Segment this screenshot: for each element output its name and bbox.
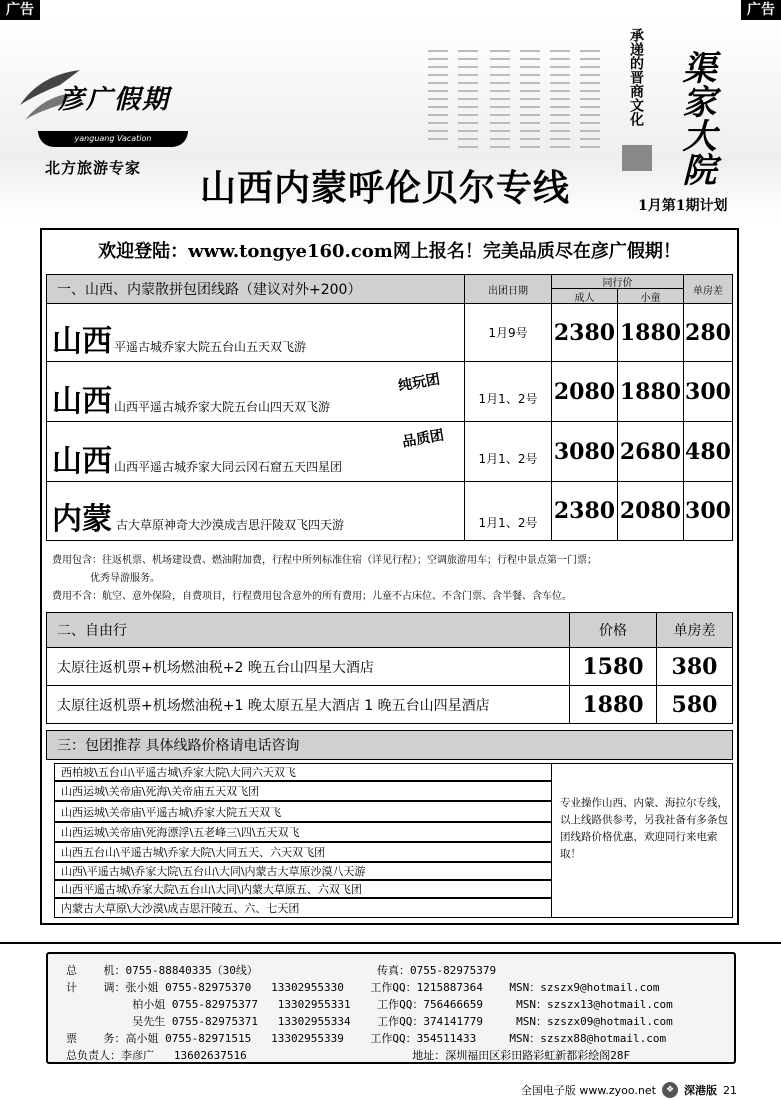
edition-logo-icon: ❖ bbox=[662, 1082, 678, 1098]
route-date: 1月1、2号 bbox=[464, 421, 552, 482]
col-single: 单房差 bbox=[683, 274, 733, 304]
route-adult-price: 2080 bbox=[551, 361, 618, 422]
col-peer-price: 同行价 bbox=[551, 274, 684, 289]
route-single-price: 280 bbox=[683, 303, 733, 362]
section2-title: 二、自由行 bbox=[46, 612, 570, 648]
route-tag: 纯玩团 bbox=[397, 371, 442, 395]
logo-slogan: 北方旅游专家 bbox=[45, 159, 142, 177]
free-single: 580 bbox=[656, 685, 733, 724]
decor-text-column bbox=[580, 50, 600, 150]
free-price: 1880 bbox=[569, 685, 657, 724]
package-route: 山西平遥古城\乔家大院\五台山\大同\内蒙大草原五、六双飞团 bbox=[54, 880, 552, 898]
culture-vertical-text: 承递的晋商文化 bbox=[628, 28, 644, 126]
edition-site[interactable]: 全国电子版 www.zyoo.net bbox=[520, 1084, 656, 1097]
logo-name: 彦广假期 bbox=[58, 85, 171, 115]
route-single-price: 480 bbox=[683, 421, 733, 482]
col-child: 小童 bbox=[617, 288, 684, 304]
route-date: 1月9号 bbox=[464, 303, 552, 362]
fee-include-cont: 优秀导游服务。 bbox=[90, 573, 160, 584]
route-region: 山西 bbox=[52, 444, 112, 479]
package-route: 山西运城\关帝庙\死海漂浮\五老峰三\四\五天双飞 bbox=[54, 822, 552, 842]
route-child-price: 1880 bbox=[617, 303, 684, 362]
route-region: 山西 bbox=[52, 324, 112, 359]
brand-vertical-text: 渠家大院 bbox=[676, 50, 716, 186]
route-region: 山西 bbox=[52, 384, 112, 419]
route-date: 1月1、2号 bbox=[464, 481, 552, 541]
logo-english: yanguang Vacation bbox=[38, 131, 188, 147]
decor-text-column bbox=[428, 50, 448, 140]
contact-line-switchboard: 总 机：0755-88840335（30线） 传真：0755-82975379 bbox=[66, 964, 497, 977]
route-desc: 山西平遥古城乔家大同云冈石窟五天四星团 bbox=[114, 460, 343, 474]
contact-line-planner: 柏小姐 0755-82975377 13302955331 工作QQ：756466659 MSN：szszx13@hotmail.com bbox=[66, 998, 673, 1011]
free-desc: 太原往返机票+机场燃油税+2 晚五台山四星大酒店 bbox=[46, 647, 570, 686]
package-route: 山西\平遥古城\乔家大院\五台山\大同\内蒙古大草原沙漠八天游 bbox=[54, 862, 552, 880]
free-single: 380 bbox=[656, 647, 733, 686]
package-note: 专业操作山西、内蒙、海拉尔专线，以上线路供参考，另我社备有多条包团线路价格优惠，欢迎同行来电索取！ bbox=[560, 797, 728, 860]
contact-block bbox=[46, 952, 736, 1064]
col-single-room: 单房差 bbox=[656, 612, 733, 648]
contact-line-planner: 吴先生 0755-82975371 13302955334 工作QQ：374141779 MSN：szszx09@hotmail.com bbox=[66, 1015, 673, 1028]
package-route: 西柏坡\五台山\平遥古城\乔家大院\大同六天双飞 bbox=[54, 763, 552, 781]
route-adult-price: 3080 bbox=[551, 421, 618, 482]
route-desc: 平遥古城乔家大院五台山五天双飞游 bbox=[114, 340, 307, 354]
route-child-price: 2080 bbox=[617, 481, 684, 541]
free-desc: 太原往返机票+机场燃油税+1 晚太原五星大酒店 1 晚五台山四星酒店 bbox=[46, 685, 570, 724]
route-single-price: 300 bbox=[683, 481, 733, 541]
fee-exclude: 费用不含：航空、意外保险，自费项目，行程费用包含意外的所有费用；儿童不占床位、不含门票、含半餐、含车位。 bbox=[52, 591, 572, 602]
route-child-price: 2680 bbox=[617, 421, 684, 482]
page-title: 山西内蒙呼伦贝尔专线 bbox=[200, 167, 571, 209]
fee-include: 费用包含：往返机票、机场建设费、燃油附加费，行程中所列标准住宿（详见行程）；空调旅游用车；行程中景点第一门票； bbox=[52, 555, 597, 566]
route-desc: 山西平遥古城乔家大院五台山四天双飞游 bbox=[114, 400, 331, 414]
route-single-price: 300 bbox=[683, 361, 733, 422]
ad-label-left: 广告 bbox=[0, 0, 40, 20]
route-adult-price: 2380 bbox=[551, 303, 618, 362]
decor-text-column bbox=[520, 50, 540, 150]
route-date: 1月1、2号 bbox=[464, 361, 552, 422]
route-child-price: 1880 bbox=[617, 361, 684, 422]
ad-label-right: 广告 bbox=[741, 0, 781, 20]
page-number: 21 bbox=[723, 1083, 737, 1097]
decor-text-column bbox=[490, 50, 510, 150]
plan-label: 1月第1期计划 bbox=[638, 198, 728, 214]
welcome-banner[interactable]: 欢迎登陆：www.tongye160.com网上报名！完美品质尽在彦广假期！ bbox=[98, 241, 681, 262]
edition-name: 深港版 bbox=[684, 1084, 717, 1097]
col-price: 价格 bbox=[569, 612, 657, 648]
brand-logo bbox=[20, 65, 190, 180]
contact-line-planner: 计 调：张小姐 0755-82975370 13302955330 工作QQ：1215887364 MSN：szszx9@hotmail.com bbox=[66, 981, 660, 994]
package-route: 内蒙古大草原\大沙漠\成吉思汗陵五、六、七天团 bbox=[54, 898, 552, 918]
page-footer bbox=[521, 1082, 737, 1098]
route-adult-price: 2380 bbox=[551, 481, 618, 541]
route-region: 内蒙 bbox=[52, 502, 112, 537]
package-route: 山西运城\关帝庙\平遥古城\乔家大院五天双飞 bbox=[54, 801, 552, 822]
route-desc: 古大草原神奇大沙漠成吉思汗陵双飞四天游 bbox=[116, 518, 345, 532]
package-route: 山西运城\关帝庙\死海\关帝庙五天双飞团 bbox=[54, 781, 552, 801]
decor-text-column bbox=[458, 50, 478, 150]
contact-line-ticketing: 票 务：高小姐 0755-82971515 13302955339 工作QQ：354511433 MSN：szszx88@hotmail.com bbox=[66, 1032, 667, 1045]
col-date: 出团日期 bbox=[464, 274, 552, 304]
col-adult: 成人 bbox=[551, 288, 618, 304]
package-route: 山西五台山\平遥古城\乔家大院\大同五天、六天双飞团 bbox=[54, 842, 552, 862]
seal-stamp bbox=[622, 145, 652, 171]
decor-text-column bbox=[550, 50, 570, 150]
route-tag: 品质团 bbox=[401, 427, 446, 451]
free-price: 1580 bbox=[569, 647, 657, 686]
section1-title: 一、山西、内蒙散拼包团线路（建议对外+200） bbox=[46, 274, 465, 304]
section3-title: 三：包团推荐 具体线路价格请电话咨询 bbox=[46, 730, 733, 760]
contact-line-manager: 总负责人：李彦广 13602637516 地址：深圳福田区彩田路彩虹新都彩绘阁28F bbox=[66, 1049, 631, 1062]
